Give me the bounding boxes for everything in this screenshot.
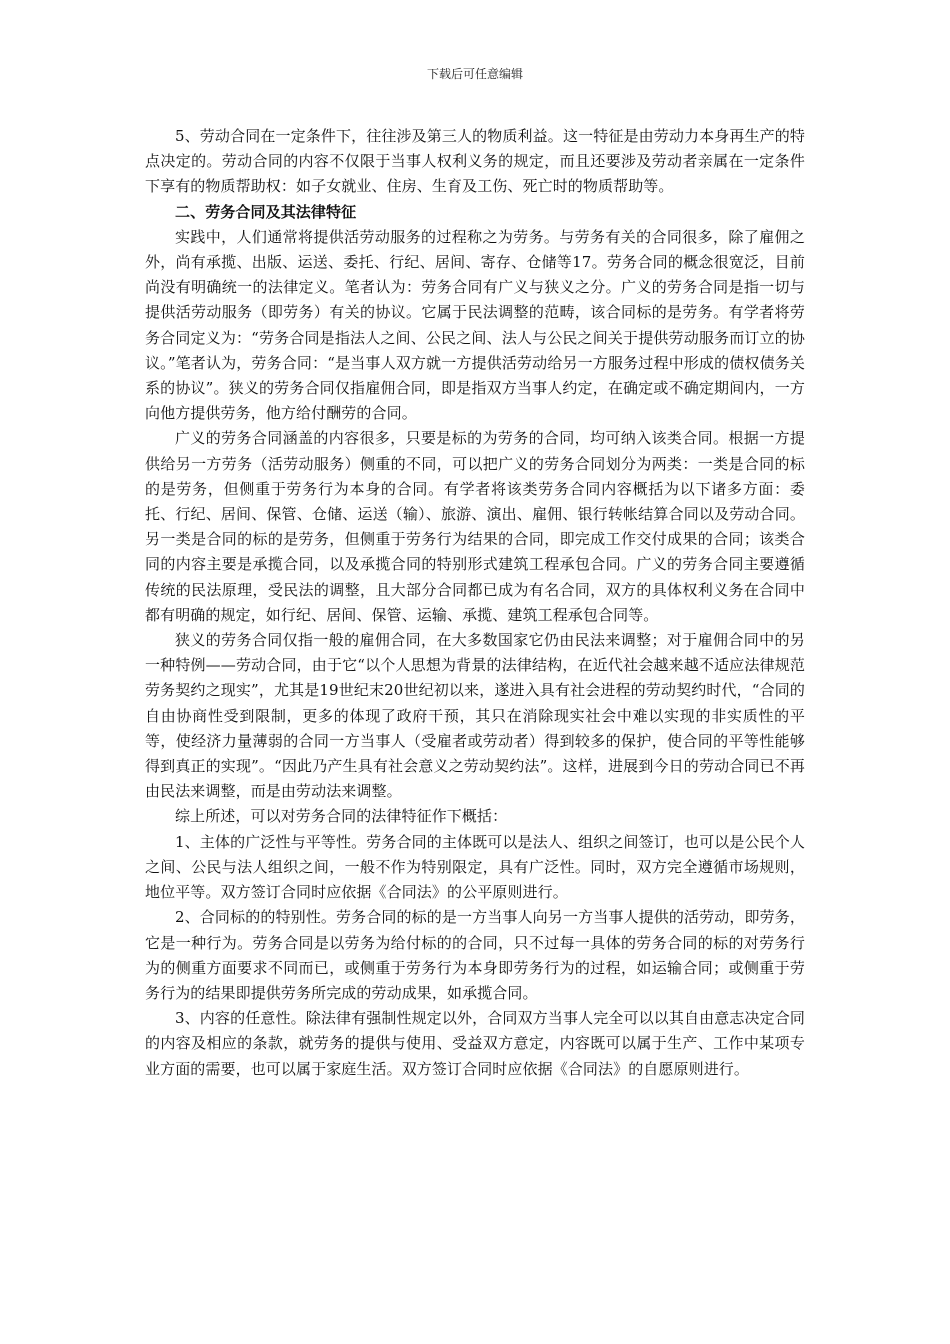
paragraph-summary-intro: 综上所述，可以对劳务合同的法律特征作下概括：	[175, 807, 508, 826]
paragraph-practice: 实践中，人们通常将提供活劳动服务的过程称之为劳务。与劳务有关的合同很多，除了雇佣之外，尚有承揽、出版、运送、委托、行纪、居间、寄存、仓储等17。劳务合同的概念很宽泛，目前尚没有明确统一的法律定义。笔者认为：劳务合同有广义与狭义之分。广义的劳务合同是指一切与提供活劳动服务（即劳务）有关的协议。它属于民法调整的范畴，该合同标的是劳务。有学者将劳务合同定义为：“劳务合同是指法人之间、公民之间、法人与公民之间关于提供劳动服务而订立的协议。”笔者认为，劳务合同：“是当事人双方就一方提供活劳动给另一方服务过程中形成的债权债务关系的协议”。狭义的劳务合同仅指雇佣合同，即是指双方当事人约定，在确定或不确定期间内，一方向他方提供劳务，他方给付酬劳的合同。	[145, 227, 805, 423]
paragraph-feature-2: 2、合同标的的特别性。劳务合同的标的是一方当事人向另一方当事人提供的活劳动，即劳务，它是一种行为。劳务合同是以劳务为给付标的的合同，只不过每一具体的劳务合同的标的对劳务行为的侧重方面要求不同而已，或侧重于劳务行为本身即劳务行为的过程，如运输合同；或侧重于劳务行为的结果即提供劳务所完成的劳动成果，如承揽合同。	[145, 908, 805, 1002]
document-body	[145, 124, 805, 1082]
paragraph-feature-3: 3、内容的任意性。除法律有强制性规定以外，合同双方当事人完全可以以其自由意志决定合同的内容及相应的条款，就劳务的提供与使用、受益双方意定，内容既可以属于生产、工作中某项专业方面的需要，也可以属于家庭生活。双方签订合同时应依据《合同法》的自愿原则进行。	[145, 1009, 805, 1078]
paragraph-broad-definition: 广义的劳务合同涵盖的内容很多，只要是标的为劳务的合同，均可纳入该类合同。根据一方提供给另一方劳务（活劳动服务）侧重的不同，可以把广义的劳务合同划分为两类：一类是合同的标的是劳务，但侧重于劳务行为本身的合同。有学者将该类劳务合同内容概括为以下诸多方面：委托、行纪、居间、保管、仓储、运送（输）、旅游、演出、雇佣、银行转帐结算合同以及劳动合同。另一类是合同的标的是劳务，但侧重于劳务行为结果的合同，即完成工作交付成果的合同；该类合同的内容主要是承揽合同，以及承揽合同的特别形式建筑工程承包合同。广义的劳务合同主要遵循传统的民法原理，受民法的调整，且大部分合同都已成为有名合同，双方的具体权利义务在合同中都有明确的规定，如行纪、居间、保管、运输、承揽、建筑工程承包合同等。	[145, 429, 805, 624]
page-header: 下载后可任意编辑	[426, 67, 523, 81]
paragraph-feature-1: 1、主体的广泛性与平等性。劳务合同的主体既可以是法人、组织之间签订，也可以是公民个人之间、公民与法人组织之间，一般不作为特别限定，具有广泛性。同时，双方完全遵循市场规则，地位平等。双方签订合同时应依据《合同法》的公平原则进行。	[145, 832, 805, 902]
section-heading: 二、劳务合同及其法律特征	[175, 202, 357, 221]
paragraph-narrow-definition: 狭义的劳务合同仅指一般的雇佣合同，在大多数国家它仍由民法来调整；对于雇佣合同中的另一种特例——劳动合同，由于它“以个人思想为背景的法律结构，在近代社会越来越不适应法律规范劳务契约之现实”，尤其是19世纪末20世纪初以来，遂进入具有社会进程的劳动契约时代，“合同的自由协商性受到限制，更多的体现了政府干预，其只在消除现实社会中难以实现的非实质性的平等，使经济力量薄弱的合同一方当事人（受雇者或劳动者）得到较多的保护，使合同的平等性能够得到真正的实现”。“因此乃产生具有社会意义之劳动契约法”。这样，进展到今日的劳动合同已不再由民法来调整，而是由劳动法来调整。	[145, 631, 805, 801]
paragraph-item-5: 5、劳动合同在一定条件下，往往涉及第三人的物质利益。这一特征是由劳动力本身再生产的特点决定的。劳动合同的内容不仅限于当事人权利义务的规定，而且还要涉及劳动者亲属在一定条件下享有的物质帮助权：如子女就业、住房、生育及工伤、死亡时的物质帮助等。	[145, 127, 805, 196]
